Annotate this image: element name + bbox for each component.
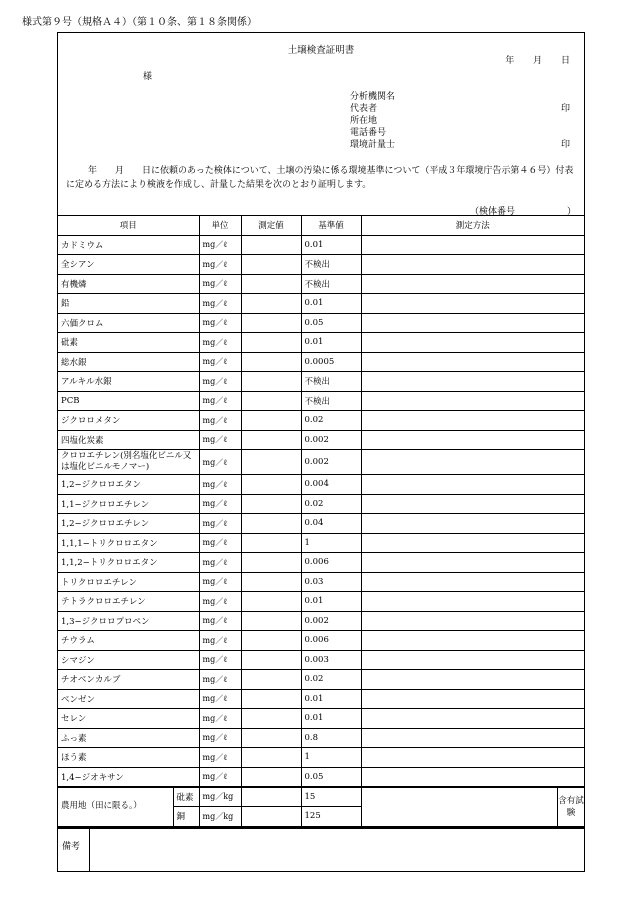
cell-measured — [241, 767, 301, 787]
date-year: 年 — [505, 56, 515, 66]
form-number-label: 様式第９号（規格Ａ４）（第１０条、第１８条関係） — [22, 17, 257, 28]
table-row — [58, 294, 584, 314]
agri-method — [361, 787, 584, 827]
cell-standard: 0.003 — [301, 650, 361, 670]
table-row — [58, 274, 584, 294]
cell-method — [361, 430, 584, 450]
header-unit: 単位 — [199, 216, 241, 235]
cell-measured — [241, 748, 301, 768]
lab-name: 分析機関名 — [350, 92, 396, 102]
cell-method — [361, 411, 584, 431]
cell-standard: 0.01 — [301, 333, 361, 353]
cell-unit: mg／ℓ — [199, 333, 241, 353]
cell-unit: mg／ℓ — [199, 514, 241, 534]
cell-method — [361, 255, 584, 275]
lab-representative — [350, 103, 570, 115]
cell-item: 1,2−ジクロロエタン — [58, 475, 199, 495]
lab-info — [350, 91, 570, 151]
agri-cell-measured — [241, 806, 301, 826]
cell-measured — [241, 255, 301, 275]
cell-unit: mg／ℓ — [199, 313, 241, 333]
table-row — [58, 235, 584, 255]
cell-method — [361, 767, 584, 787]
cell-item: 1,3−ジクロロプロペン — [58, 611, 199, 631]
cell-unit: mg／ℓ — [199, 533, 241, 553]
certificate-frame — [57, 32, 585, 872]
table-row — [58, 709, 584, 729]
table-row — [58, 514, 584, 534]
cell-item: セレン — [58, 709, 199, 729]
cell-method — [361, 670, 584, 690]
cell-measured — [241, 294, 301, 314]
cell-unit: mg／ℓ — [199, 728, 241, 748]
cell-measured — [241, 670, 301, 690]
cell-measured — [241, 352, 301, 372]
table-row — [58, 313, 584, 333]
cell-item: 六価クロム — [58, 313, 199, 333]
cell-standard: 1 — [301, 748, 361, 768]
cell-standard: 0.02 — [301, 411, 361, 431]
table-row — [58, 650, 584, 670]
table-row — [58, 767, 584, 787]
header-item: 項目 — [58, 216, 199, 235]
cell-item: 四塩化炭素 — [58, 430, 199, 450]
cell-method — [361, 494, 584, 514]
cell-measured — [241, 650, 301, 670]
cell-measured — [241, 494, 301, 514]
cell-standard: 0.01 — [301, 689, 361, 709]
cell-item: カドミウム — [58, 235, 199, 255]
header-method: 測定方法 — [361, 216, 584, 235]
addressee: 様 — [143, 72, 153, 82]
cell-item: チウラム — [58, 631, 199, 651]
cell-standard: 0.01 — [301, 235, 361, 255]
cell-standard: 0.0005 — [301, 352, 361, 372]
cell-item: 砒素 — [58, 333, 199, 353]
cell-unit: mg／ℓ — [199, 475, 241, 495]
cell-unit: mg／ℓ — [199, 235, 241, 255]
table-row — [58, 391, 584, 411]
cell-item: 1,1,2−トリクロロエタン — [58, 553, 199, 573]
cell-unit: mg／ℓ — [199, 274, 241, 294]
cell-standard: 0.01 — [301, 592, 361, 612]
cell-item: 1,1,1−トリクロロエタン — [58, 533, 199, 553]
cell-unit: mg／ℓ — [199, 494, 241, 514]
cell-unit: mg／ℓ — [199, 553, 241, 573]
cell-standard: 0.01 — [301, 294, 361, 314]
cell-method — [361, 631, 584, 651]
cell-measured — [241, 333, 301, 353]
cell-unit: mg／ℓ — [199, 592, 241, 612]
sample-number-close: ） — [566, 207, 576, 217]
table-row — [58, 494, 584, 514]
cell-method — [361, 650, 584, 670]
agri-cell-unit: mg／kg — [199, 806, 241, 826]
notes-section — [58, 827, 584, 872]
cell-method — [361, 274, 584, 294]
cell-unit: mg／ℓ — [199, 391, 241, 411]
cell-unit: mg／ℓ — [199, 767, 241, 787]
header-standard: 基準値 — [301, 216, 361, 235]
cell-item: 1,1−ジクロロエチレン — [58, 494, 199, 514]
results-table-body — [58, 216, 584, 826]
cell-measured — [241, 475, 301, 495]
cell-unit: mg／ℓ — [199, 430, 241, 450]
table-row — [58, 255, 584, 275]
table-row — [58, 372, 584, 392]
table-row — [58, 689, 584, 709]
table-row — [58, 352, 584, 372]
cell-measured — [241, 514, 301, 534]
cell-item: 有機燐 — [58, 274, 199, 294]
cell-measured — [241, 709, 301, 729]
cell-unit: mg／ℓ — [199, 572, 241, 592]
cell-measured — [241, 235, 301, 255]
cell-standard: 0.02 — [301, 494, 361, 514]
cell-method — [361, 533, 584, 553]
cell-method — [361, 372, 584, 392]
cell-unit: mg／ℓ — [199, 650, 241, 670]
cell-method — [361, 352, 584, 372]
agri-row — [58, 787, 584, 807]
table-header-row — [58, 216, 584, 235]
cell-measured — [241, 372, 301, 392]
date-day: 日 — [560, 56, 570, 66]
table-row — [58, 728, 584, 748]
cell-item: 鉛 — [58, 294, 199, 314]
cell-item: PCB — [58, 391, 199, 411]
cell-standard: 不検出 — [301, 391, 361, 411]
cell-measured — [241, 450, 301, 475]
cell-method — [361, 475, 584, 495]
cell-method — [361, 553, 584, 573]
cell-measured — [241, 611, 301, 631]
representative-label: 代表者 — [350, 104, 378, 114]
cell-measured — [241, 533, 301, 553]
cell-standard: 0.002 — [301, 430, 361, 450]
cell-unit: mg／ℓ — [199, 611, 241, 631]
cell-item: テトラクロロエチレン — [58, 592, 199, 612]
table-row — [58, 553, 584, 573]
cell-item: トリクロロエチレン — [58, 572, 199, 592]
cell-unit: mg／ℓ — [199, 294, 241, 314]
cell-standard: 不検出 — [301, 274, 361, 294]
table-row — [58, 611, 584, 631]
date-month: 月 — [533, 56, 543, 66]
cell-method — [361, 572, 584, 592]
cell-measured — [241, 274, 301, 294]
cell-method — [361, 313, 584, 333]
cell-measured — [241, 430, 301, 450]
cell-standard: 0.01 — [301, 709, 361, 729]
cell-method — [361, 294, 584, 314]
table-row — [58, 748, 584, 768]
measurer-label: 環境計量士 — [350, 140, 396, 150]
cell-standard: 0.02 — [301, 670, 361, 690]
cell-item: シマジン — [58, 650, 199, 670]
cell-measured — [241, 411, 301, 431]
notes-label: 備考 — [58, 829, 90, 872]
cell-item: アルキル水銀 — [58, 372, 199, 392]
cell-method — [361, 592, 584, 612]
lab-measurer — [350, 139, 570, 151]
certificate-statement: 年 月 日に依頼のあった検体について、土壌の汚染に係る環境基準について（平成３年環境庁告示第４６号）付表に定める方法により検液を作成し、計量した結果を次のとおり証明します。 — [66, 166, 574, 190]
measurer-seal: 印 — [560, 140, 570, 150]
cell-unit: mg／ℓ — [199, 709, 241, 729]
cell-measured — [241, 689, 301, 709]
table-row — [58, 631, 584, 651]
cell-measured — [241, 631, 301, 651]
cell-standard: 0.8 — [301, 728, 361, 748]
cell-item: ジクロロメタン — [58, 411, 199, 431]
agri-cell-standard: 125 — [301, 806, 361, 826]
cell-unit: mg／ℓ — [199, 352, 241, 372]
cell-measured — [241, 391, 301, 411]
cell-standard: 0.006 — [301, 631, 361, 651]
cell-method — [361, 333, 584, 353]
agri-cell-sub: 銅 — [173, 806, 199, 826]
cell-unit: mg／ℓ — [199, 255, 241, 275]
cell-method — [361, 611, 584, 631]
table-row — [58, 670, 584, 690]
cell-item: ほう素 — [58, 748, 199, 768]
agri-label: 農用地（田に限る。） — [58, 787, 173, 827]
sample-number — [470, 204, 576, 217]
cell-unit: mg／ℓ — [199, 689, 241, 709]
cell-measured — [241, 313, 301, 333]
cell-standard: 不検出 — [301, 372, 361, 392]
cell-measured — [241, 592, 301, 612]
cell-method — [361, 514, 584, 534]
cell-standard: 0.002 — [301, 450, 361, 475]
table-row — [58, 333, 584, 353]
cell-method — [361, 748, 584, 768]
cell-item: クロロエチレン(別名塩化ビニル又は塩化ビニルモノマー) — [58, 450, 199, 475]
lab-address: 所在地 — [350, 116, 378, 126]
table-row — [58, 475, 584, 495]
agri-cell-standard: 15 — [301, 787, 361, 807]
cell-standard: 0.05 — [301, 313, 361, 333]
cell-unit: mg／ℓ — [199, 450, 241, 475]
issue-date — [489, 53, 570, 66]
cell-item: 全シアン — [58, 255, 199, 275]
cell-unit: mg／ℓ — [199, 670, 241, 690]
cell-unit: mg／ℓ — [199, 411, 241, 431]
representative-seal: 印 — [560, 104, 570, 114]
results-table — [58, 216, 584, 827]
cell-standard: 不検出 — [301, 255, 361, 275]
cell-method — [361, 235, 584, 255]
certificate-header — [58, 33, 584, 216]
cell-method — [361, 689, 584, 709]
cell-standard: 0.006 — [301, 553, 361, 573]
table-row — [58, 572, 584, 592]
cell-item: 1,4−ジオキサン — [58, 767, 199, 787]
cell-method — [361, 709, 584, 729]
cell-unit: mg／ℓ — [199, 631, 241, 651]
cell-unit: mg／ℓ — [199, 372, 241, 392]
table-row — [58, 411, 584, 431]
cell-standard: 0.03 — [301, 572, 361, 592]
cell-measured — [241, 572, 301, 592]
cell-item: ベンゼン — [58, 689, 199, 709]
cell-standard: 1 — [301, 533, 361, 553]
table-row — [58, 592, 584, 612]
cell-unit: mg／ℓ — [199, 748, 241, 768]
agri-content-test-note: 含有試験 — [558, 795, 584, 818]
agri-cell-sub: 砒素 — [173, 787, 199, 807]
cell-item: 1,2−ジクロロエチレン — [58, 514, 199, 534]
certificate-title: 土壌検査証明書 — [287, 45, 355, 56]
cell-method — [361, 450, 584, 475]
lab-phone: 電話番号 — [350, 128, 387, 138]
table-row — [58, 430, 584, 450]
cell-standard: 0.002 — [301, 611, 361, 631]
cell-standard: 0.004 — [301, 475, 361, 495]
agri-cell-measured — [241, 787, 301, 807]
cell-method — [361, 728, 584, 748]
cell-item: ふっ素 — [58, 728, 199, 748]
cell-item: 総水銀 — [58, 352, 199, 372]
agri-method-blank — [362, 788, 559, 826]
cell-standard: 0.04 — [301, 514, 361, 534]
cell-measured — [241, 553, 301, 573]
agri-cell-unit: mg／kg — [199, 787, 241, 807]
table-row — [58, 533, 584, 553]
cell-method — [361, 391, 584, 411]
header-measured: 測定値 — [241, 216, 301, 235]
cell-item: チオベンカルブ — [58, 670, 199, 690]
cell-standard: 0.05 — [301, 767, 361, 787]
cell-measured — [241, 728, 301, 748]
sample-number-label: （検体番号 — [469, 207, 515, 217]
table-row — [58, 450, 584, 475]
